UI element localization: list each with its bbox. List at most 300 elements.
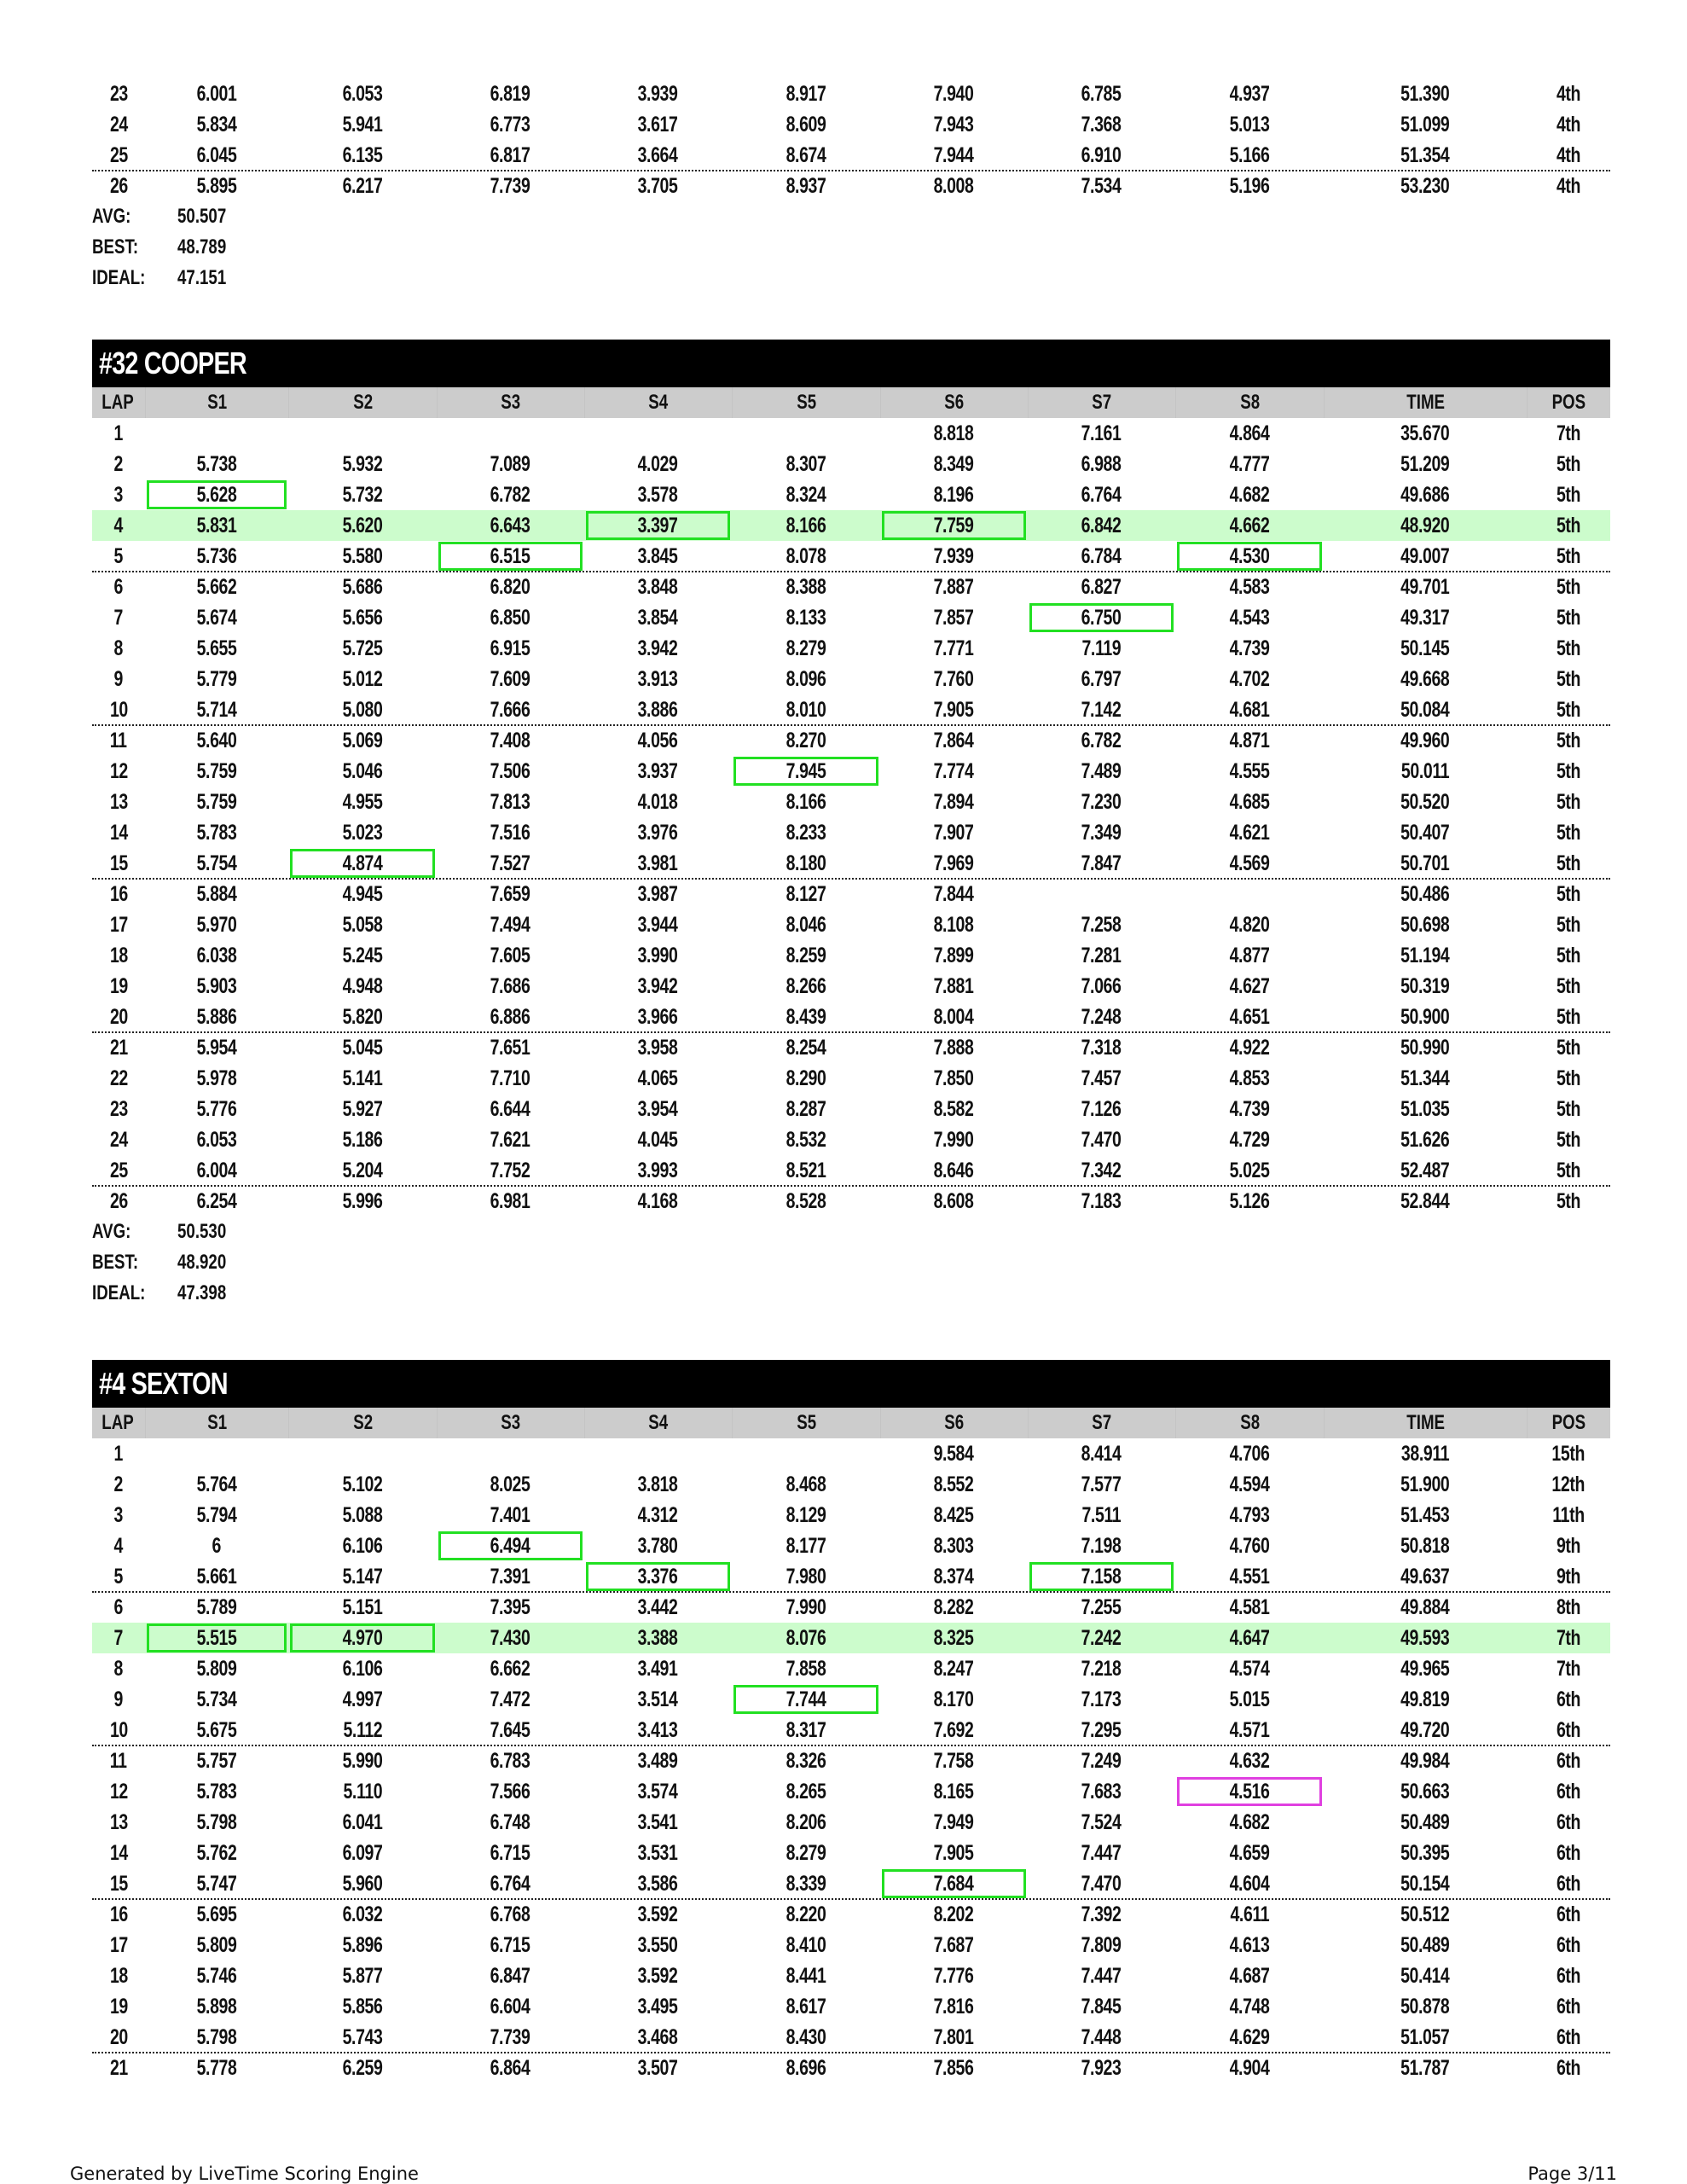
sector-1-cell — [145, 602, 288, 633]
sector-8-cell-value: 4.682 — [1229, 1809, 1270, 1834]
sector-1-cell-value: 5.884 — [196, 881, 237, 906]
sector-3-cell-value: 6.847 — [490, 1963, 530, 1988]
sector-6-cell — [880, 909, 1028, 940]
column-header-s2 — [288, 1408, 437, 1438]
sector-2-cell-value: 4.997 — [342, 1687, 383, 1711]
sector-6-cell-value: 7.864 — [934, 728, 974, 752]
position-cell — [1527, 879, 1610, 909]
sector-7-cell-value: 7.470 — [1081, 1871, 1122, 1896]
sector-1-cell — [145, 140, 288, 171]
lap-row — [92, 1155, 1610, 1186]
sector-8-cell-value: 4.702 — [1229, 666, 1270, 691]
sector-7-cell-value: 7.457 — [1081, 1066, 1122, 1090]
footer-generated-by: Generated by LiveTime Scoring Engine — [70, 2164, 419, 2184]
sector-2-cell-value: 4.970 — [342, 1625, 383, 1650]
sector-8-cell — [1175, 1186, 1324, 1217]
lap-number-cell — [92, 541, 145, 572]
position-cell-value: 6th — [1556, 1779, 1581, 1804]
lap-time-cell — [1324, 1094, 1527, 1124]
sector-2-cell — [288, 1807, 437, 1838]
position-cell — [1527, 1807, 1610, 1838]
sector-8-cell — [1175, 971, 1324, 1002]
sector-5-cell-value: 8.270 — [786, 728, 826, 752]
sector-8-cell-value: 4.681 — [1229, 697, 1270, 722]
sector-7-cell-value: 7.142 — [1081, 697, 1122, 722]
column-header-s7 — [1028, 1408, 1175, 1438]
sector-6-cell-value: 7.888 — [934, 1035, 974, 1060]
lap-number-cell — [92, 971, 145, 1002]
sector-8-cell — [1175, 1438, 1324, 1469]
sector-5-cell — [732, 1807, 880, 1838]
lap-number-cell-value: 14 — [109, 820, 128, 845]
sector-5-cell — [732, 1715, 880, 1745]
sector-5-cell — [732, 756, 880, 787]
sector-5-cell-value: 7.990 — [786, 1594, 826, 1619]
lap-number-cell-value: 8 — [113, 1656, 124, 1681]
sector-3-cell-value: 6.817 — [490, 142, 530, 167]
lap-time-cell-value: 51.354 — [1400, 142, 1450, 167]
position-cell — [1527, 510, 1610, 541]
lap-number-cell-value: 14 — [109, 1840, 128, 1865]
lap-time-cell-value: 50.878 — [1400, 1994, 1450, 2018]
sector-1-cell-value: 6.254 — [196, 1188, 237, 1213]
summary-best-label: BEST: — [92, 1251, 139, 1274]
sector-3-cell — [437, 1561, 584, 1592]
sector-7-cell — [1028, 1592, 1175, 1623]
sector-1-cell-value: 5.628 — [196, 482, 237, 507]
sector-2-cell-value: 6.217 — [342, 173, 383, 198]
sector-3-cell-value: 6.886 — [490, 1004, 530, 1029]
sector-8-cell — [1175, 510, 1324, 541]
sector-5-cell — [732, 694, 880, 725]
sector-4-cell — [584, 510, 732, 541]
position-cell-value: 7th — [1556, 421, 1581, 445]
sector-7-cell — [1028, 449, 1175, 479]
lap-time-cell — [1324, 479, 1527, 510]
sector-6-cell-value: 7.844 — [934, 881, 974, 906]
sector-1-cell — [145, 633, 288, 664]
sector-6-cell — [880, 1899, 1028, 1930]
lap-row — [92, 1745, 1610, 1776]
sector-3-cell-value: 6.864 — [490, 2055, 530, 2080]
position-cell — [1527, 541, 1610, 572]
sector-5-cell-value: 8.617 — [786, 1994, 826, 2018]
sector-3-cell — [437, 1186, 584, 1217]
driver-title-bar — [92, 340, 1610, 387]
sector-3-cell — [437, 1592, 584, 1623]
sector-2-cell — [288, 2053, 437, 2083]
sector-2-cell — [288, 1776, 437, 1807]
sector-5-cell — [732, 1124, 880, 1155]
sector-1-cell — [145, 1868, 288, 1899]
column-header-s3 — [437, 1408, 584, 1438]
lap-time-cell-value: 50.011 — [1400, 758, 1450, 783]
sector-7-cell — [1028, 1715, 1175, 1745]
position-cell-value: 5th — [1556, 1035, 1581, 1060]
sector-1-cell — [145, 1776, 288, 1807]
lap-number-cell — [92, 909, 145, 940]
position-cell — [1527, 1684, 1610, 1715]
sector-3-cell-value: 7.651 — [490, 1035, 530, 1060]
lap-number-cell — [92, 1745, 145, 1776]
sector-5-cell — [732, 1653, 880, 1684]
sector-4-cell-value: 3.848 — [638, 574, 678, 599]
position-cell — [1527, 1592, 1610, 1623]
lap-number-cell-value: 15 — [109, 851, 128, 875]
lap-row — [92, 756, 1610, 787]
sector-8-cell-value: 4.629 — [1229, 2024, 1270, 2049]
sector-4-cell-value: 3.966 — [638, 1004, 678, 1029]
position-cell — [1527, 572, 1610, 602]
sector-7-cell-value: 7.158 — [1081, 1564, 1122, 1589]
sector-1-cell — [145, 2022, 288, 2053]
lap-number-cell-value: 16 — [109, 881, 128, 906]
lap-time-cell — [1324, 1776, 1527, 1807]
sector-6-cell — [880, 694, 1028, 725]
sector-1-cell-value: 6.001 — [196, 81, 237, 106]
sector-6-cell-value: 8.608 — [934, 1188, 974, 1213]
lap-number-cell-value: 3 — [113, 1502, 124, 1527]
sector-8-cell — [1175, 1776, 1324, 1807]
sector-5-cell — [732, 602, 880, 633]
sector-3-cell — [437, 2053, 584, 2083]
lap-time-cell — [1324, 664, 1527, 694]
sector-2-cell — [288, 109, 437, 140]
sector-1-cell — [145, 1684, 288, 1715]
position-cell — [1527, 2022, 1610, 2053]
sector-4-cell — [584, 1684, 732, 1715]
sector-5-cell-value: 8.233 — [786, 820, 826, 845]
sector-7-cell-value: 7.255 — [1081, 1594, 1122, 1619]
lap-number-cell-value: 10 — [109, 1717, 128, 1742]
sector-3-cell-value: 7.686 — [490, 973, 530, 998]
sector-2-cell — [288, 78, 437, 109]
lap-time-cell-value: 38.911 — [1400, 1441, 1450, 1466]
lap-time-cell — [1324, 633, 1527, 664]
sector-1-cell-value: 5.789 — [196, 1594, 237, 1619]
sector-6-cell-value: 8.818 — [934, 421, 974, 445]
position-cell — [1527, 971, 1610, 1002]
lap-time-cell — [1324, 1561, 1527, 1592]
sector-6-cell-value: 7.894 — [934, 789, 974, 814]
lap-time-cell-value: 51.099 — [1400, 112, 1450, 136]
lap-time-cell-value: 49.884 — [1400, 1594, 1450, 1619]
position-cell — [1527, 633, 1610, 664]
position-cell — [1527, 1500, 1610, 1531]
sector-7-cell — [1028, 2022, 1175, 2053]
position-cell — [1527, 694, 1610, 725]
position-cell-value: 5th — [1556, 482, 1581, 507]
lap-time-cell-value: 50.145 — [1400, 636, 1450, 660]
sector-7-cell-value: 6.784 — [1081, 543, 1122, 568]
sector-6-cell — [880, 1063, 1028, 1094]
sector-6-cell-value: 8.646 — [934, 1158, 974, 1182]
sector-6-cell — [880, 1186, 1028, 1217]
lap-time-cell — [1324, 1438, 1527, 1469]
position-cell — [1527, 848, 1610, 879]
sector-4-cell-value: 3.586 — [638, 1871, 678, 1896]
sector-8-cell — [1175, 1838, 1324, 1868]
sector-7-cell-value: 7.295 — [1081, 1717, 1122, 1742]
position-cell — [1527, 140, 1610, 171]
sector-1-cell — [145, 1838, 288, 1868]
lap-time-cell — [1324, 971, 1527, 1002]
column-header-s1 — [145, 1408, 288, 1438]
sector-3-cell — [437, 971, 584, 1002]
sector-7-cell — [1028, 1561, 1175, 1592]
sector-6-cell-value: 7.692 — [934, 1717, 974, 1742]
lap-time-cell-value: 52.487 — [1400, 1158, 1450, 1182]
sector-2-cell-value: 5.112 — [343, 1717, 382, 1742]
sector-4-cell — [584, 1500, 732, 1531]
sector-4-cell-value: 3.942 — [638, 973, 678, 998]
column-header-label: S1 — [207, 391, 227, 414]
sector-4-cell-value: 3.987 — [638, 881, 678, 906]
column-header-time — [1324, 387, 1527, 418]
lap-time-cell — [1324, 1991, 1527, 2022]
sector-1-cell — [145, 694, 288, 725]
sector-7-cell — [1028, 909, 1175, 940]
sector-8-cell-value: 4.647 — [1229, 1625, 1270, 1650]
sector-2-cell — [288, 1124, 437, 1155]
sector-3-cell — [437, 541, 584, 572]
sector-6-cell-value: 9.584 — [934, 1441, 974, 1466]
position-cell-value: 5th — [1556, 758, 1581, 783]
sector-4-cell-value: 4.018 — [638, 789, 678, 814]
sector-6-cell — [880, 633, 1028, 664]
sector-5-cell-value: 8.166 — [786, 789, 826, 814]
sector-1-cell-value: 6.004 — [196, 1158, 237, 1182]
lap-time-cell — [1324, 1155, 1527, 1186]
sector-2-cell-value: 5.620 — [342, 513, 383, 537]
sector-8-cell — [1175, 1745, 1324, 1776]
sector-1-cell-value: 5.746 — [196, 1963, 237, 1988]
sector-2-cell — [288, 140, 437, 171]
lap-time-cell-value: 51.035 — [1400, 1096, 1450, 1121]
sector-6-cell — [880, 971, 1028, 1002]
sector-6-cell-value: 8.170 — [934, 1687, 974, 1711]
lap-number-cell — [92, 479, 145, 510]
sector-7-cell-value: 7.489 — [1081, 758, 1122, 783]
lap-number-cell-value: 17 — [109, 1932, 128, 1957]
position-cell-value: 6th — [1556, 1687, 1581, 1711]
lap-row — [92, 1438, 1610, 1469]
position-cell-value: 6th — [1556, 1932, 1581, 1957]
sector-7-cell — [1028, 971, 1175, 1002]
lap-row — [92, 1032, 1610, 1063]
lap-row — [92, 541, 1610, 572]
position-cell-value: 5th — [1556, 912, 1581, 937]
summary-ideal-label: IDEAL: — [92, 1281, 146, 1304]
sector-3-cell — [437, 1807, 584, 1838]
sector-6-cell — [880, 1094, 1028, 1124]
lap-time-cell — [1324, 572, 1527, 602]
sector-4-cell — [584, 449, 732, 479]
sector-1-cell-value: 5.778 — [196, 2055, 237, 2080]
lap-number-cell — [92, 2022, 145, 2053]
sector-6-cell-value: 8.303 — [934, 1533, 974, 1558]
sector-5-cell — [732, 1531, 880, 1561]
lap-number-cell — [92, 1186, 145, 1217]
position-cell — [1527, 449, 1610, 479]
sector-6-cell — [880, 1838, 1028, 1868]
sector-8-cell-value: 4.739 — [1229, 1096, 1270, 1121]
sector-5-cell-value: 8.078 — [786, 543, 826, 568]
sector-6-cell-value: 7.939 — [934, 543, 974, 568]
sector-7-cell — [1028, 879, 1175, 909]
sector-8-cell — [1175, 633, 1324, 664]
sector-8-cell — [1175, 418, 1324, 449]
sector-3-cell — [437, 1930, 584, 1960]
position-cell-value: 4th — [1556, 142, 1581, 167]
sector-2-cell — [288, 510, 437, 541]
sector-7-cell — [1028, 664, 1175, 694]
sector-4-cell-value: 3.886 — [638, 697, 678, 722]
sector-2-cell-value: 6.106 — [342, 1656, 383, 1681]
sector-5-cell-value: 8.324 — [786, 482, 826, 507]
sector-5-cell — [732, 572, 880, 602]
position-cell-value: 5th — [1556, 1127, 1581, 1152]
sector-7-cell — [1028, 1032, 1175, 1063]
summary-ideal-value: 47.151 — [177, 266, 227, 289]
lap-number-cell — [92, 756, 145, 787]
lap-number-cell-value: 12 — [109, 758, 128, 783]
sector-2-cell-value: 5.996 — [342, 1188, 383, 1213]
summary-avg-label: AVG: — [92, 1220, 131, 1243]
sector-6-cell-value: 8.108 — [934, 912, 974, 937]
sector-2-cell — [288, 1868, 437, 1899]
sector-4-cell-value: 3.388 — [638, 1625, 678, 1650]
lap-number-cell — [92, 1561, 145, 1592]
sector-6-cell-value: 8.165 — [934, 1779, 974, 1804]
summary-best-value: 48.920 — [177, 1251, 227, 1274]
sector-7-cell — [1028, 1500, 1175, 1531]
sector-1-cell — [145, 1094, 288, 1124]
sector-8-cell-value: 4.543 — [1229, 605, 1270, 630]
sector-1-cell — [145, 572, 288, 602]
sector-8-cell-value: 4.662 — [1229, 513, 1270, 537]
position-cell-value: 5th — [1556, 820, 1581, 845]
sector-4-cell-value: 3.944 — [638, 912, 678, 937]
sector-2-cell — [288, 1063, 437, 1094]
lap-row — [92, 479, 1610, 510]
sector-8-cell-value: 4.604 — [1229, 1871, 1270, 1896]
lap-row — [92, 664, 1610, 694]
sector-3-cell-value: 7.408 — [490, 728, 530, 752]
sector-5-cell-value: 8.166 — [786, 513, 826, 537]
sector-7-cell — [1028, 694, 1175, 725]
position-cell-value: 6th — [1556, 1994, 1581, 2018]
sector-5-cell — [732, 1032, 880, 1063]
lap-table — [92, 1438, 1610, 2083]
lap-time-cell-value: 51.453 — [1400, 1502, 1450, 1527]
sector-5-cell-value: 8.532 — [786, 1127, 826, 1152]
sector-4-cell — [584, 1592, 732, 1623]
sector-3-cell-value: 7.395 — [490, 1594, 530, 1619]
sector-1-cell — [145, 2053, 288, 2083]
sector-1-cell — [145, 940, 288, 971]
sector-5-cell — [732, 1094, 880, 1124]
lap-number-cell — [92, 1438, 145, 1469]
sector-2-cell-value: 5.877 — [342, 1963, 383, 1988]
sector-1-cell — [145, 1715, 288, 1745]
sector-5-cell — [732, 479, 880, 510]
sector-1-cell — [145, 1124, 288, 1155]
summary-ideal-label: IDEAL: — [92, 266, 146, 289]
sector-3-cell-value: 7.516 — [490, 820, 530, 845]
sector-6-cell-value: 7.940 — [934, 81, 974, 106]
sector-8-cell — [1175, 756, 1324, 787]
sector-7-cell-value: 7.342 — [1081, 1158, 1122, 1182]
sector-8-cell-value: 4.621 — [1229, 820, 1270, 845]
position-cell — [1527, 1186, 1610, 1217]
sector-7-cell-value: 7.845 — [1081, 1994, 1122, 2018]
sector-3-cell — [437, 1776, 584, 1807]
lap-number-cell-value: 25 — [109, 1158, 128, 1182]
sector-7-cell-value: 7.349 — [1081, 820, 1122, 845]
sector-6-cell — [880, 1930, 1028, 1960]
best-lap-row — [92, 1623, 1610, 1653]
lap-number-cell-value: 11 — [110, 728, 127, 752]
lap-time-cell — [1324, 787, 1527, 817]
lap-number-cell-value: 5 — [113, 543, 124, 568]
sector-4-cell-value: 3.617 — [638, 112, 678, 136]
lap-number-cell — [92, 1094, 145, 1124]
sector-6-cell-value: 7.857 — [934, 605, 974, 630]
sector-7-cell-value: 7.923 — [1081, 2055, 1122, 2080]
sector-4-cell-value: 3.507 — [638, 2055, 678, 2080]
sector-2-cell-value: 5.732 — [342, 482, 383, 507]
sector-4-cell-value: 3.495 — [638, 1994, 678, 2018]
sector-2-cell — [288, 848, 437, 879]
sector-1-cell-value: 5.831 — [196, 513, 237, 537]
sector-3-cell-value: 6.662 — [490, 1656, 530, 1681]
sector-4-cell-value: 3.514 — [638, 1687, 678, 1711]
sector-4-cell — [584, 1653, 732, 1684]
lap-time-cell — [1324, 541, 1527, 572]
sector-1-cell-value: 6 — [212, 1533, 222, 1558]
position-cell — [1527, 78, 1610, 109]
sector-6-cell-value: 7.771 — [934, 636, 974, 660]
sector-5-cell-value: 8.528 — [786, 1188, 826, 1213]
sector-4-cell — [584, 1032, 732, 1063]
sector-6-cell-value: 7.887 — [934, 574, 974, 599]
lap-row — [92, 602, 1610, 633]
sector-3-cell — [437, 1124, 584, 1155]
position-cell-value: 5th — [1556, 789, 1581, 814]
sector-1-cell — [145, 1186, 288, 1217]
sector-5-cell — [732, 909, 880, 940]
sector-7-cell — [1028, 633, 1175, 664]
sector-1-cell — [145, 1592, 288, 1623]
sector-5-cell — [732, 848, 880, 879]
sector-5-cell — [732, 1561, 880, 1592]
sector-3-cell-value: 6.715 — [490, 1932, 530, 1957]
lap-row — [92, 1063, 1610, 1094]
sector-6-cell — [880, 171, 1028, 201]
sector-4-cell — [584, 1531, 732, 1561]
sector-3-cell — [437, 664, 584, 694]
lap-row — [92, 940, 1610, 971]
sector-4-cell — [584, 1623, 732, 1653]
position-cell — [1527, 1469, 1610, 1500]
sector-8-cell-value: 4.594 — [1229, 1472, 1270, 1496]
sector-7-cell-value: 7.368 — [1081, 112, 1122, 136]
sector-2-cell — [288, 1032, 437, 1063]
sector-2-cell-value: 6.053 — [342, 81, 383, 106]
sector-2-cell-value: 6.032 — [342, 1902, 383, 1926]
sector-7-cell — [1028, 1868, 1175, 1899]
